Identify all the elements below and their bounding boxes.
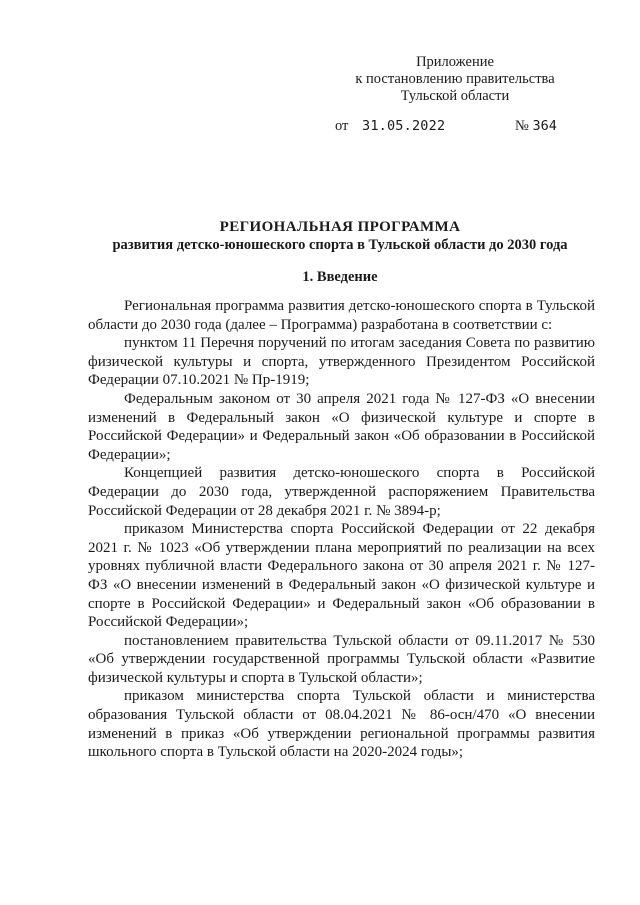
appendix-header <box>340 54 570 105</box>
document-title: РЕГИОНАЛЬНАЯ ПРОГРАММА <box>219 219 461 235</box>
document-body <box>88 297 595 762</box>
decree-number-block <box>515 118 557 135</box>
appendix-line-2: к постановлению правительства <box>355 71 555 87</box>
paragraph-item: приказом Министерства спорта Российской Федерации от 22 декабря 2021 г. № 1023 «Об утверждении плана мероприятий по реализации на всех уровнях публичной власти Федерального закона от 30 апреля 2021 г. № 127-ФЗ «О внесении изменений в Федеральный закон «О физической культуре и спорте в Российской Федерации» и Федеральный закон «Об образовании в Российской Федерации»; <box>88 521 595 631</box>
number-sign: № <box>515 118 529 134</box>
paragraph-item: пунктом 11 Перечня поручений по итогам заседания Совета по развитию физической культуры и спорта, утвержденного Президентом Российской Федерации 07.10.2021 № Пр-1919; <box>88 335 595 389</box>
decree-prefix: от <box>335 118 349 134</box>
section-heading: 1. Введение <box>302 269 378 285</box>
appendix-line-3: Тульской области <box>400 88 510 104</box>
paragraph-item: Федеральным законом от 30 апреля 2021 года № 127-ФЗ «О внесении изменений в Федеральный закон «О физической культуре и спорте в Российской Федерации» и Федеральный закон «Об образовании в Российской Федерации»; <box>88 390 595 463</box>
decree-number: 364 <box>532 118 557 134</box>
paragraph-item: постановлением правительства Тульской области от 09.11.2017 № 530 «Об утверждении государственной программы Тульской области «Развитие физической культуры и спорта в Тульской области»; <box>88 632 595 686</box>
paragraph-item: Концепцией развития детско-юношеского спорта в Российской Федерации до 2030 года, утвержденной распоряжением Правительства Российской Федерации от 28 декабря 2021 г. № 3894-р; <box>88 465 595 519</box>
paragraph-item: приказом министерства спорта Тульской области и министерства образования Тульской области от 08.04.2021 № 86-осн/470 «О внесении изменений в приказ «Об утверждении региональной программы развития школьного спорта в Тульской области на 2020-2024 годы»; <box>88 688 595 761</box>
paragraph-intro: Региональная программа развития детско-юношеского спорта в Тульской области до 2030 года (далее – Программа) разработана в соответствии с: <box>88 298 595 333</box>
decree-date: 31.05.2022 <box>362 118 446 134</box>
appendix-line-1: Приложение <box>416 54 494 70</box>
document-subtitle: развития детско-юношеского спорта в Тульской области до 2030 года <box>112 237 568 253</box>
